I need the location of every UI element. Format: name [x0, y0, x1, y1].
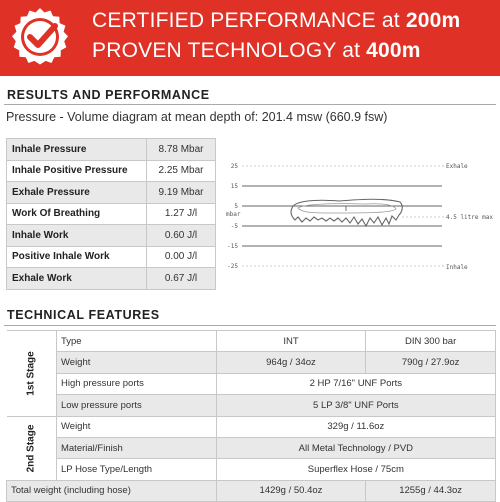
total-label: Total weight (including hose)	[7, 480, 217, 501]
row-value: 1.27 J/l	[147, 203, 216, 225]
max-volume-annotation: 4.5 litre max	[446, 214, 493, 221]
din-value: 790g / 27.9oz	[366, 352, 496, 373]
stage1-label: 1st Stage	[25, 351, 37, 396]
table-row	[7, 373, 496, 394]
pv-loop-inner-curve	[298, 204, 396, 213]
table-row	[7, 246, 216, 268]
spanned-value: Superflex Hose / 75cm	[216, 459, 495, 480]
pressure-volume-chart	[224, 158, 496, 273]
y-tick-label: -15	[227, 243, 238, 250]
total-row	[7, 480, 496, 501]
row-label: Inhale Pressure	[7, 139, 147, 161]
row-label: Weight	[56, 416, 216, 437]
pv-diagram-caption: Pressure - Volume diagram at mean depth of: 201.4 msw (660.9 fsw)	[6, 110, 388, 124]
stage1-cell	[7, 331, 57, 417]
technical-divider	[4, 325, 496, 326]
inhale-annotation: Inhale	[446, 264, 468, 271]
row-label: LP Hose Type/Length	[56, 459, 216, 480]
spanned-value: 329g / 11.6oz	[216, 416, 495, 437]
table-row	[7, 160, 216, 182]
header-banner	[0, 0, 500, 76]
row-label: Weight	[56, 352, 216, 373]
row-value: 0.00 J/l	[147, 246, 216, 268]
row-value: 0.60 J/l	[147, 225, 216, 247]
table-row	[7, 459, 496, 480]
y-tick-label: 25	[230, 163, 238, 170]
row-label: Work Of Breathing	[7, 203, 147, 225]
table-row	[7, 268, 216, 290]
technical-table	[6, 330, 496, 502]
table-row	[7, 352, 496, 373]
y-tick-label: -25	[227, 263, 238, 270]
stage2-label: 2nd Stage	[25, 424, 37, 473]
banner-line-proven: PROVEN TECHNOLOGY at 400m	[92, 39, 421, 62]
row-label: Positive Inhale Work	[7, 246, 147, 268]
din-value: DIN 300 bar	[366, 331, 496, 352]
results-divider	[4, 104, 496, 105]
row-label: Type	[56, 331, 216, 352]
total-int-value: 1429g / 50.4oz	[216, 480, 366, 501]
exhale-annotation: Exhale	[446, 163, 468, 170]
row-value: 0.67 J/l	[147, 268, 216, 290]
row-label: Exhale Pressure	[7, 182, 147, 204]
y-tick-label: 15	[230, 183, 238, 190]
results-section-title: RESULTS AND PERFORMANCE	[7, 88, 210, 102]
row-label: Exhale Work	[7, 268, 147, 290]
total-din-value: 1255g / 44.3oz	[366, 480, 496, 501]
row-label: Inhale Positive Pressure	[7, 160, 147, 182]
table-row	[7, 437, 496, 458]
results-table	[6, 138, 216, 290]
table-row	[7, 139, 216, 161]
checkmark-badge-icon	[8, 6, 72, 70]
row-value: 9.19 Mbar	[147, 182, 216, 204]
row-label: Inhale Work	[7, 225, 147, 247]
table-row	[7, 395, 496, 416]
table-row	[7, 203, 216, 225]
y-axis-label: mbar	[226, 211, 241, 218]
row-label: Low pressure ports	[56, 395, 216, 416]
row-value: 8.78 Mbar	[147, 139, 216, 161]
row-label: High pressure ports	[56, 373, 216, 394]
table-row	[7, 331, 496, 352]
row-value: 2.25 Mbar	[147, 160, 216, 182]
technical-section-title: TECHNICAL FEATURES	[7, 308, 160, 322]
table-row	[7, 416, 496, 437]
y-tick-label: 5	[234, 203, 238, 210]
stage2-cell	[7, 416, 57, 480]
banner-line-certified: CERTIFIED PERFORMANCE at 200m	[92, 9, 461, 32]
spanned-value: 2 HP 7/16" UNF Ports	[216, 373, 495, 394]
y-tick-label: -5	[230, 223, 238, 230]
table-row	[7, 225, 216, 247]
table-row	[7, 182, 216, 204]
spanned-value: 5 LP 3/8" UNF Ports	[216, 395, 495, 416]
row-label: Material/Finish	[56, 437, 216, 458]
int-value: INT	[216, 331, 366, 352]
int-value: 964g / 34oz	[216, 352, 366, 373]
spanned-value: All Metal Technology / PVD	[216, 437, 495, 458]
